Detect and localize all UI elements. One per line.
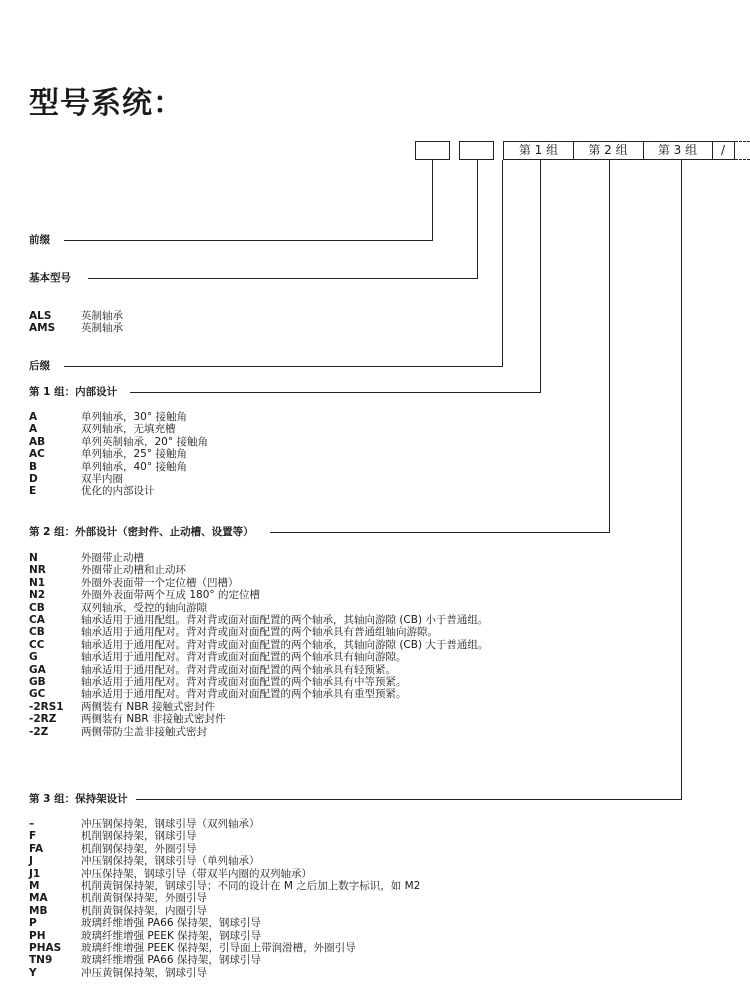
suffix-connector-v xyxy=(502,160,503,367)
list-item: PHAS 玻璃纤维增强 PEEK 保持架，引导面上带润滑槽，外圈引导 xyxy=(29,942,356,955)
g2-connector-v xyxy=(609,160,610,533)
list-item: PH 玻璃纤维增强 PEEK 保持架，钢球引导 xyxy=(29,929,262,942)
list-item: AC 单列轴承，25° 接触角 xyxy=(29,448,187,461)
list-item: CB 轴承适用于通用配对。背对背或面对面配置的两个轴承具有普通组轴向游隙。 xyxy=(29,626,438,639)
suffix-connector-h xyxy=(64,366,503,367)
list-item: CB 双列轴承，受控的轴向游隙 xyxy=(29,601,207,614)
group1-box: 第 1 组 xyxy=(503,141,574,160)
g3-connector-h xyxy=(136,799,682,800)
basic-connector-h xyxy=(88,278,478,279)
list-item: M 机削黄铜保持架，钢球引导；不同的设计在 M 之后加上数字标识，如 M2 xyxy=(29,880,421,893)
list-item: B 单列轴承，40° 接触角 xyxy=(29,460,187,473)
list-item: GB 轴承适用于通用配对。背对背或面对面配置的两个轴承具有中等预紧。 xyxy=(29,676,407,689)
prefix-connector-h xyxy=(64,240,433,241)
list-item: -2RZ 两侧装有 NBR 非接触式密封件 xyxy=(29,713,226,726)
group2-list xyxy=(29,552,501,738)
prefix-box xyxy=(415,141,450,160)
basic-designation-heading: 基本型号 xyxy=(29,272,77,285)
group2-box: 第 2 组 xyxy=(573,141,644,160)
list-item: N2 外圈外表面带两个互成 180° 的定位槽 xyxy=(29,589,260,602)
list-item: J1 冲压保持架，钢球引导（带双半内圈的双列轴承） xyxy=(29,867,312,880)
list-item: FA 机削钢保持架，外圈引导 xyxy=(29,842,197,855)
group3-list xyxy=(29,818,501,979)
list-item: J 冲压钢保持架，钢球引导（单列轴承） xyxy=(29,855,260,868)
list-item: AMS 英制轴承 xyxy=(29,322,123,335)
g2-connector-h xyxy=(270,532,610,533)
list-item: A 双列轴承，无填充槽 xyxy=(29,423,176,436)
list-item: N1 外圈外表面带一个定位槽（凹槽） xyxy=(29,576,239,589)
list-item: G 轴承适用于通用配对。背对背或面对面配置的两个轴承具有轴向游隙。 xyxy=(29,651,407,664)
g3-connector-v xyxy=(681,160,682,800)
prefix-heading: 前缀 xyxy=(29,234,56,247)
page-title: 型号系统： xyxy=(29,86,184,121)
list-item: TN9 玻璃纤维增强 PA66 保持架，钢球引导 xyxy=(29,954,261,967)
list-item: F 机削钢保持架，钢球引导 xyxy=(29,830,197,843)
list-item: A 单列轴承，30° 接触角 xyxy=(29,411,187,423)
list-item: Y 冲压黄铜保持架，钢球引导 xyxy=(29,966,207,979)
g1-connector-h xyxy=(130,392,541,393)
list-item: P 玻璃纤维增强 PA66 保持架，钢球引导 xyxy=(29,917,261,930)
basic-designation-list xyxy=(29,310,501,335)
basic-designation-box xyxy=(459,141,494,160)
list-item: -2RS1 两侧装有 NBR 接触式密封件 xyxy=(29,700,216,713)
group1-heading: 第 1 组：内部设计 xyxy=(29,386,123,399)
group1-list xyxy=(29,411,501,498)
list-item: CA 轴承适用于通用配组。背对背或面对面配置的两个轴承，其轴向游隙 (CB) 小于普通组。 xyxy=(29,614,489,627)
list-item: E 优化的内部设计 xyxy=(29,485,155,498)
list-item: D 双半内圈 xyxy=(29,473,123,486)
list-item: GA 轴承适用于通用配对。背对背或面对面配置的两个轴承具有轻预紧。 xyxy=(29,663,396,676)
basic-connector-v xyxy=(477,160,478,279)
list-item: – 冲压钢保持架，钢球引导（双列轴承） xyxy=(29,818,260,830)
list-item: CC 轴承适用于通用配对。背对背或面对面配置的两个轴承，其轴向游隙 (CB) 大于普通组。 xyxy=(29,638,489,651)
list-item: ALS 英制轴承 xyxy=(29,310,123,322)
continuation-dashes xyxy=(735,141,750,160)
list-item: AB 单列英制轴承，20° 接触角 xyxy=(29,435,208,448)
list-item: MA 机削黄铜保持架，外圈引导 xyxy=(29,892,207,905)
suffix-heading: 后缀 xyxy=(29,360,56,373)
g1-connector-v xyxy=(540,160,541,393)
group3-heading: 第 3 组：保持架设计 xyxy=(29,793,134,806)
slash-box: / xyxy=(712,141,735,160)
list-item: N 外圈带止动槽 xyxy=(29,552,144,564)
list-item: MB 机削黄铜保持架，内圈引导 xyxy=(29,904,207,917)
list-item: GC 轴承适用于通用配对。背对背或面对面配置的两个轴承具有重型预紧。 xyxy=(29,688,407,701)
list-item: -2Z 两侧带防尘盖非接触式密封 xyxy=(29,725,207,738)
group2-heading: 第 2 组：外部设计（密封件、止动槽、设置等） xyxy=(29,526,260,539)
prefix-connector-v xyxy=(432,160,433,240)
group3-box: 第 3 组 xyxy=(643,141,713,160)
list-item: NR 外圈带止动槽和止动环 xyxy=(29,564,186,577)
